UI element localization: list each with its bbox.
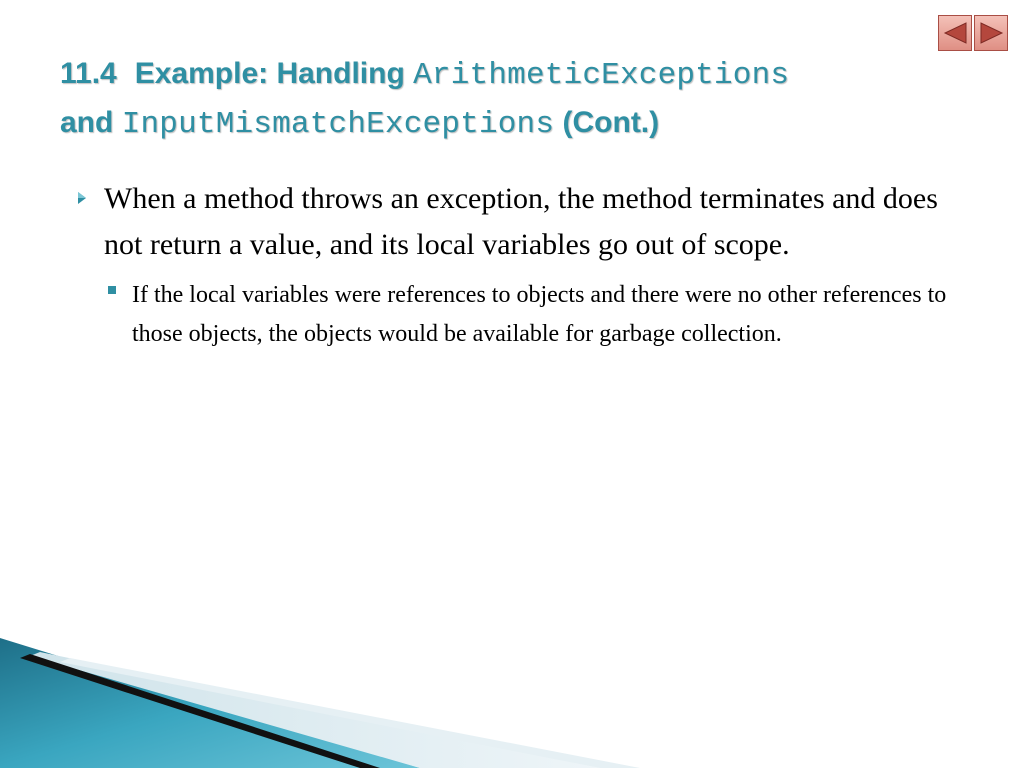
sub-bullet-item [132, 276, 962, 354]
bullet-item [72, 176, 972, 268]
slide-body [72, 176, 972, 354]
square-bullet-icon [108, 286, 116, 294]
section-number: 11.4 [60, 57, 117, 90]
triangle-right-icon [978, 21, 1004, 45]
bullet-text: When a method throws an exception, the method terminates and does not return a value, and its local variables go out of scope. [104, 182, 938, 261]
sub-bullet-text: If the local variables were references to objects and there were no other references to those objects, the objects would be available for garbage collection. [132, 282, 947, 347]
title-code-1: ArithmeticExceptions [413, 58, 790, 93]
next-slide-button[interactable] [974, 15, 1008, 51]
slide-title [60, 50, 960, 148]
triangle-left-icon [942, 21, 968, 45]
title-text-2: and [60, 106, 114, 139]
bullet-arrow-icon [74, 190, 90, 206]
slide-navigation [938, 15, 1008, 51]
title-text-1: Example: Handling [134, 57, 405, 90]
footer-decoration [0, 638, 1024, 768]
title-code-2: InputMismatchExceptions [121, 107, 555, 142]
title-text-3: (Cont.) [562, 106, 660, 139]
previous-slide-button[interactable] [938, 15, 972, 51]
